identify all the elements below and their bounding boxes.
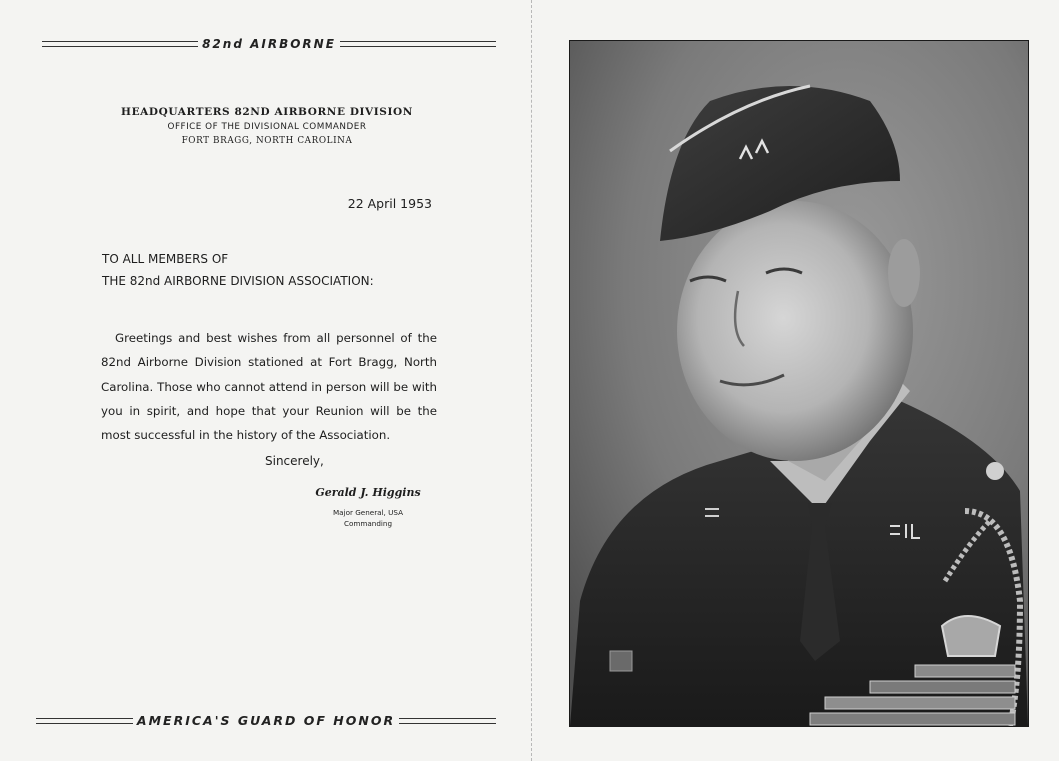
portrait-illustration <box>570 41 1028 726</box>
general-portrait-photo <box>569 40 1029 727</box>
letter-closing: Sincerely, <box>265 454 324 468</box>
letterhead-headquarters: HEADQUARTERS 82ND AIRBORNE DIVISION <box>121 106 413 118</box>
banner-rule-left <box>36 718 133 724</box>
top-banner <box>42 37 496 51</box>
ear <box>888 239 920 307</box>
letter-body <box>101 326 437 447</box>
face <box>677 201 913 461</box>
signature-name: Gerald J. Higgins <box>315 486 421 499</box>
shoulder-patch <box>610 651 632 671</box>
banner-title: 82nd AIRBORNE <box>202 37 336 51</box>
signature-block <box>300 507 436 529</box>
letter-body-text: Greetings and best wishes from all personnel of the 82nd Airborne Division stationed at Fort Bragg, North Carolina. Those who cannot attend in person will be with you in spirit, and hope that your Reunion will be the most successful in the history of the Association. <box>101 331 437 443</box>
banner-rule-right <box>340 41 496 47</box>
salutation <box>102 248 442 292</box>
infantry-badge <box>942 616 1000 656</box>
banner-rule-right <box>399 718 496 724</box>
salutation-line-1: TO ALL MEMBERS OF <box>102 252 229 266</box>
epaulette-button <box>986 462 1004 480</box>
letterhead-office: OFFICE OF THE DIVISIONAL COMMANDER <box>167 122 367 132</box>
letterhead-location: FORT BRAGG, NORTH CAROLINA <box>181 136 353 146</box>
salutation-line-2: THE 82nd AIRBORNE DIVISION ASSOCIATION: <box>102 274 374 288</box>
signature-role: Commanding <box>343 519 393 528</box>
fold-line <box>531 0 532 761</box>
letterhead <box>102 104 432 148</box>
letter-date: 22 April 1953 <box>347 196 432 211</box>
banner-rule-left <box>42 41 198 47</box>
signature-rank: Major General, USA <box>332 508 403 517</box>
bottom-banner <box>36 713 496 728</box>
banner-motto: AMERICA'S GUARD OF HONOR <box>136 713 396 728</box>
